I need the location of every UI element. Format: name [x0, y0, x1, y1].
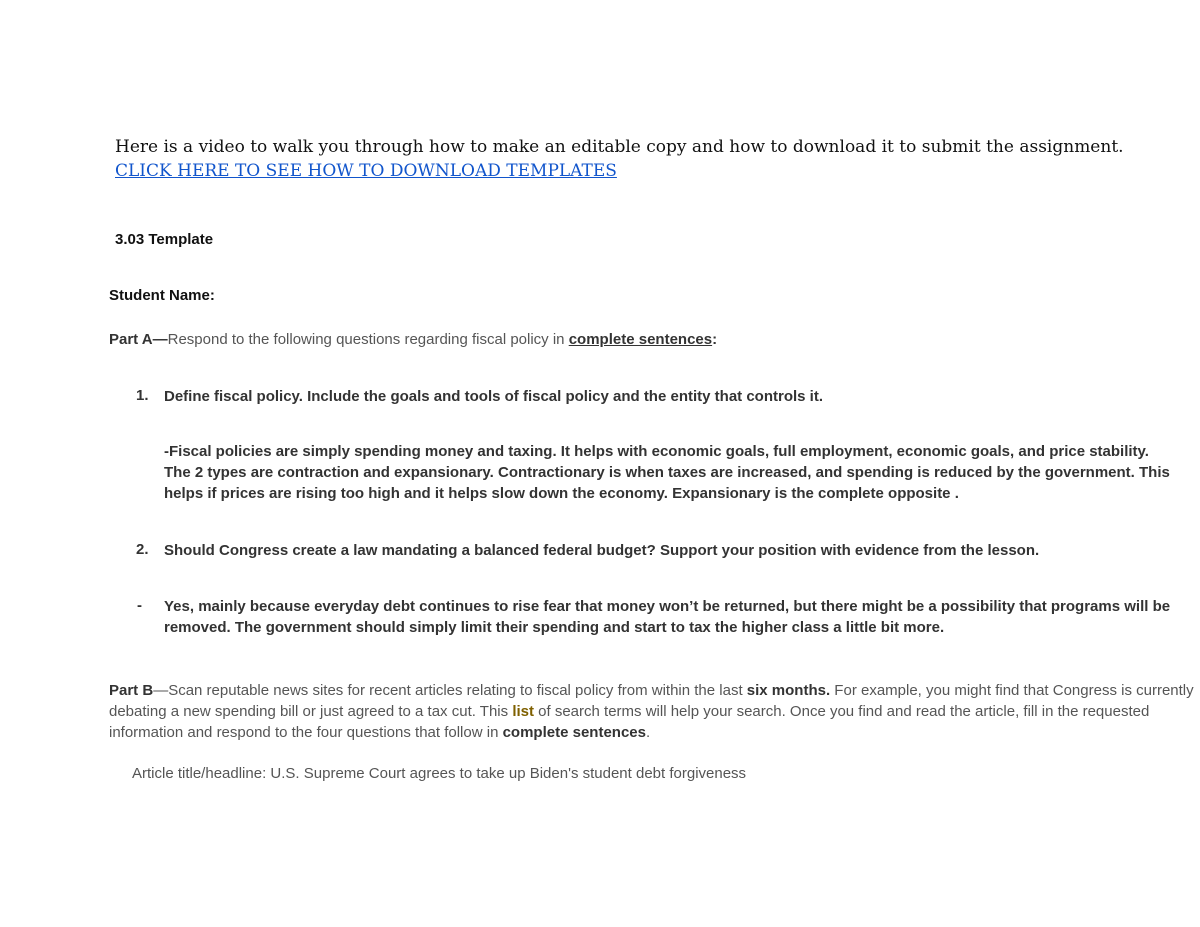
part-b-instructions	[109, 680, 1199, 743]
template-title: 3.03 Template	[115, 231, 214, 248]
question-1-number: 1.	[136, 387, 149, 404]
question-1-text: Define fiscal policy. Include the goals and tools of fiscal policy and the entity that controls it.	[164, 388, 823, 405]
answer-2-marker: -	[137, 597, 142, 614]
article-value: U.S. Supreme Court agrees to take up Biden's student debt forgiveness	[270, 765, 747, 782]
question-2-number: 2.	[136, 541, 149, 558]
part-b-text-3: of search terms will help your search. Once you find and read the article, fill in the requested information and respond to the four questions that follow in	[109, 703, 1150, 741]
part-b-text-2: For example, you might find that Congress is currently debating a new spending bill or just agreed to a tax cut. This	[109, 682, 1194, 720]
part-b-period: .	[645, 724, 651, 741]
download-templates-link[interactable]: CLICK HERE TO SEE HOW TO DOWNLOAD TEMPLATES	[115, 161, 617, 181]
part-a-colon: :	[712, 331, 718, 348]
intro-paragraph	[115, 135, 1185, 183]
part-b-six-months: six months.	[746, 682, 831, 699]
question-2-text: Should Congress create a law mandating a balanced federal budget? Support your position with evidence from the lesson.	[164, 542, 1040, 559]
part-b-label: Part B	[109, 682, 154, 699]
part-a-emphasis: complete sentences	[568, 331, 713, 348]
article-label: Article title/headline:	[132, 765, 267, 782]
intro-text: Here is a video to walk you through how to make an editable copy and how to download it to submit the assignment.	[115, 137, 1124, 157]
student-name-label: Student Name:	[109, 287, 215, 304]
part-a-label: Part A—	[109, 331, 168, 348]
part-a-instructions	[109, 331, 717, 348]
search-terms-list-link[interactable]: list	[512, 703, 534, 720]
answer-1-text: -Fiscal policies are simply spending money and taxing. It helps with economic goals, full employment, economic goals, and price stability. The 2 types are contraction and expansionary. Contractionary is when taxes are increased, and spending is reduced by the government. This helps if prices are rising too high and it helps slow down the economy. Expansionary is the complete opposite .	[164, 443, 1170, 502]
part-a-text: Respond to the following questions regarding fiscal policy in	[167, 331, 569, 348]
part-b-complete-sentences: complete sentences	[502, 724, 646, 741]
part-b-text-1: —Scan reputable news sites for recent articles relating to fiscal policy from within the last	[153, 682, 747, 699]
answer-2-text: Yes, mainly because everyday debt continues to rise fear that money won’t be returned, but there might be a possibility that programs will be removed. The government should simply limit their spending and start to tax the higher class a little bit more.	[164, 598, 1171, 636]
article-headline	[132, 765, 746, 782]
